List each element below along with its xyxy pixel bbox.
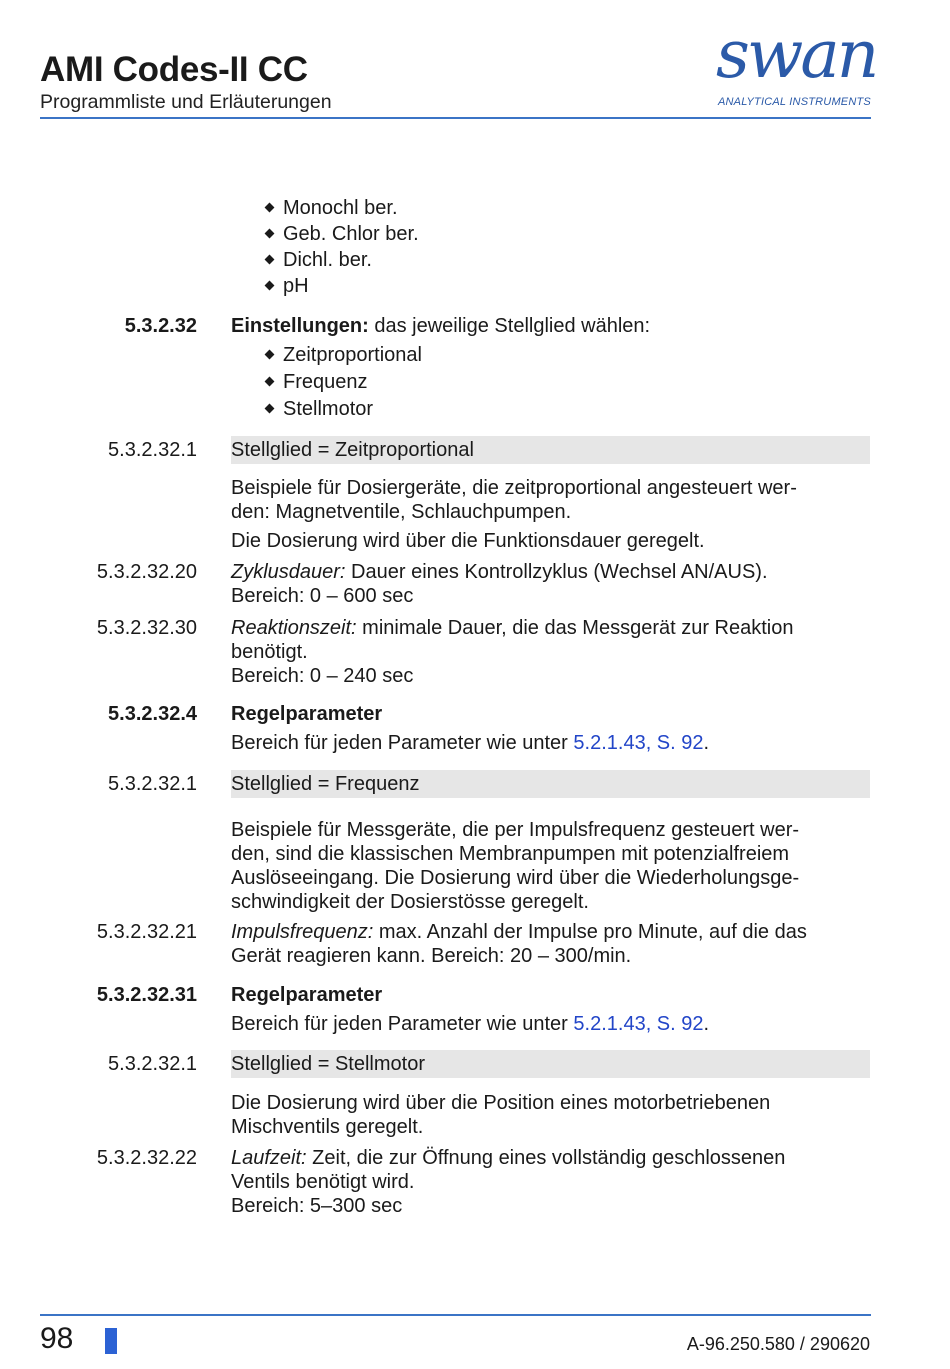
page-marker xyxy=(105,1328,117,1354)
bullet-icon xyxy=(265,404,275,414)
section-number: 5.3.2.32.31 xyxy=(96,984,197,1006)
list-item: Stellmotor xyxy=(266,397,373,421)
section-heading-bar: Stellglied = Stellmotor xyxy=(231,1050,870,1078)
section-number: 5.3.2.32.21 xyxy=(96,921,197,943)
logo-tagline: ANALYTICAL INSTRUMENTS xyxy=(718,96,871,108)
bullet-icon xyxy=(265,281,275,291)
footer-divider xyxy=(40,1314,871,1316)
parameter-description: Laufzeit: Zeit, die zur Öffnung eines vollständig geschlossenen Ventils benötigt wird. Bereich: 5–300 sec xyxy=(231,1147,786,1217)
bullet-icon xyxy=(265,350,275,360)
section-number: 5.3.2.32.1 xyxy=(108,773,197,795)
section-heading-bar: Stellglied = Frequenz xyxy=(231,770,870,798)
list-item: Dichl. ber. xyxy=(266,248,372,272)
bullet-icon xyxy=(265,377,275,387)
parameter-description: Regelparameter Bereich für jeden Parameter wie unter 5.2.1.43, S. 92. xyxy=(231,703,710,754)
parameter-description: Reaktionszeit: minimale Dauer, die das Messgerät zur Reaktion benötigt. Bereich: 0 – 240 sec xyxy=(231,617,794,687)
section-number: 5.3.2.32.30 xyxy=(96,617,197,639)
list-item: Zeitproportional xyxy=(266,343,422,367)
section-number: 5.3.2.32.1 xyxy=(108,439,197,461)
paragraph: Die Dosierung wird über die Position eines motorbetriebenen Mischventils geregelt. xyxy=(231,1092,771,1138)
list-item: pH xyxy=(266,274,309,298)
page-number: 98 xyxy=(40,1322,74,1355)
section-text: Einstellungen: das jeweilige Stellglied wählen: xyxy=(231,315,651,337)
logo-wordmark: swan xyxy=(716,16,877,93)
list-item: Frequenz xyxy=(266,370,368,394)
paragraph: Beispiele für Messgeräte, die per Impulsfrequenz gesteuert wer- den, sind die klassischen Membranpumpen mit potenzialfreiem Auslöseeingang. Die Dosierung wird über die Wiederholungsge- schwindigkeit der Dosierstösse geregelt. xyxy=(231,819,800,913)
bullet-icon xyxy=(265,255,275,265)
section-number: 5.3.2.32.20 xyxy=(96,561,197,583)
parameter-description: Regelparameter Bereich für jeden Parameter wie unter 5.2.1.43, S. 92. xyxy=(231,984,710,1035)
section-number: 5.3.2.32.4 xyxy=(108,703,197,725)
cross-reference-link[interactable]: 5.2.1.43, S. 92 xyxy=(573,1013,704,1035)
list-item: Monochl ber. xyxy=(266,196,398,220)
paragraph: Beispiele für Dosiergeräte, die zeitproportional angesteuert wer- den: Magnetventile, Schlauchpumpen. xyxy=(231,477,797,523)
bullet-icon xyxy=(265,203,275,213)
cross-reference-link[interactable]: 5.2.1.43, S. 92 xyxy=(573,732,704,754)
section-number: 5.3.2.32.1 xyxy=(108,1053,197,1075)
document-id: A-96.250.580 / 290620 xyxy=(686,1334,870,1354)
section-heading-bar: Stellglied = Zeitproportional xyxy=(231,436,870,464)
parameter-description: Zyklusdauer: Dauer eines Kontrollzyklus (Wechsel AN/AUS). Bereich: 0 – 600 sec xyxy=(231,561,768,607)
section-number: 5.3.2.32 xyxy=(124,315,197,337)
header-divider xyxy=(40,117,871,119)
swan-logo xyxy=(712,16,882,112)
list-item: Geb. Chlor ber. xyxy=(266,222,419,246)
paragraph: Die Dosierung wird über die Funktionsdauer geregelt. xyxy=(231,530,705,552)
parameter-description: Impulsfrequenz: max. Anzahl der Impulse pro Minute, auf die das Gerät reagieren kann. Bereich: 20 – 300/min. xyxy=(231,921,807,967)
section-number: 5.3.2.32.22 xyxy=(96,1147,197,1169)
page-title: AMI Codes-II CC xyxy=(40,50,308,89)
page-subtitle: Programmliste und Erläuterungen xyxy=(40,91,332,113)
bullet-icon xyxy=(265,229,275,239)
